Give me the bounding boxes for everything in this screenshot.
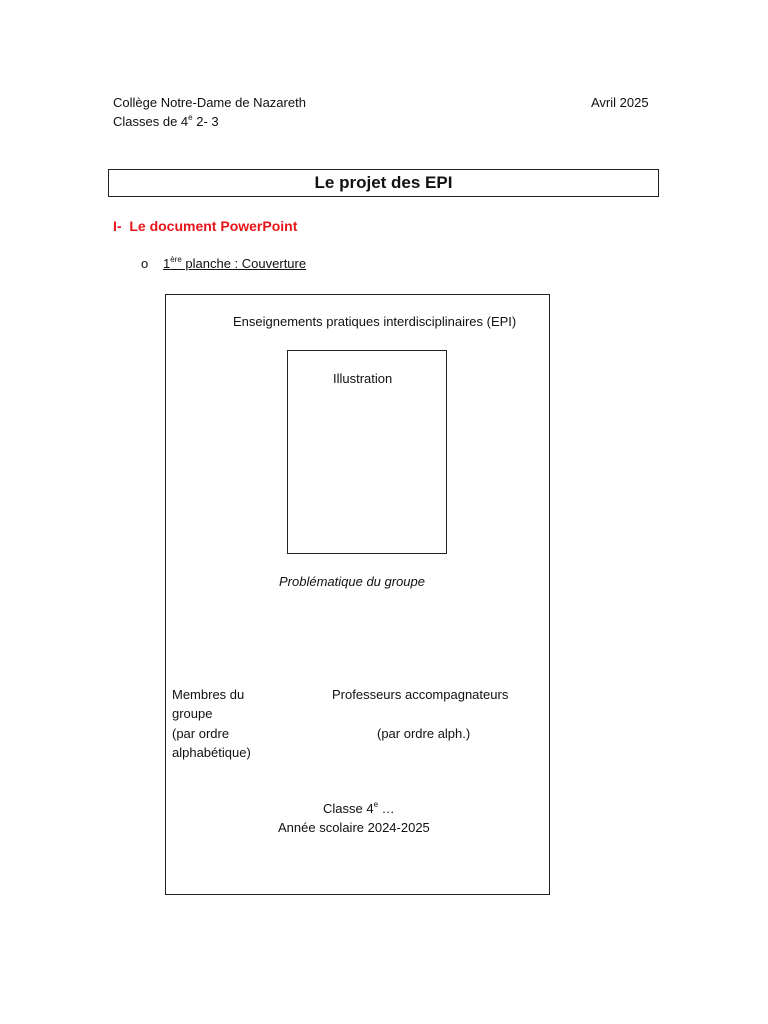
problematique-label: Problématique du groupe: [279, 574, 425, 589]
classes-sup: e: [188, 113, 193, 122]
section-heading: [113, 218, 297, 234]
cover-heading: Enseignements pratiques interdisciplinaires (EPI): [233, 314, 517, 329]
classes-line: [113, 114, 219, 129]
members-line-1: Membres du: [172, 687, 245, 702]
class-sup: e: [373, 800, 379, 809]
section-label: Le document PowerPoint: [129, 218, 298, 234]
members-line-4: alphabétique): [172, 745, 251, 760]
class-prefix: Classe 4: [323, 801, 374, 816]
class-suffix: …: [378, 801, 395, 816]
members-line-2: groupe: [172, 706, 213, 721]
classes-prefix: Classes de 4: [113, 114, 189, 129]
section-number: I-: [113, 218, 122, 234]
school-name: Collège Notre-Dame de Nazareth: [113, 95, 306, 110]
teachers-label: Professeurs accompagnateurs: [332, 687, 509, 702]
bullet-num: 1: [163, 256, 171, 271]
school-year: Année scolaire 2024-2025: [278, 820, 430, 835]
document-date: Avril 2025: [591, 95, 649, 110]
illustration-label: Illustration: [333, 371, 393, 386]
bullet-sup: ère: [170, 255, 182, 264]
members-line-3: (par ordre: [172, 726, 230, 741]
teachers-order: (par ordre alph.): [377, 726, 471, 741]
classes-suffix: 2- 3: [192, 114, 219, 129]
document-title: Le projet des EPI: [108, 169, 659, 197]
class-label: [323, 801, 395, 816]
bullet-text: planche : Couverture: [181, 256, 307, 271]
bullet-marker: o: [141, 256, 149, 271]
bullet-item-couverture: [163, 256, 306, 271]
